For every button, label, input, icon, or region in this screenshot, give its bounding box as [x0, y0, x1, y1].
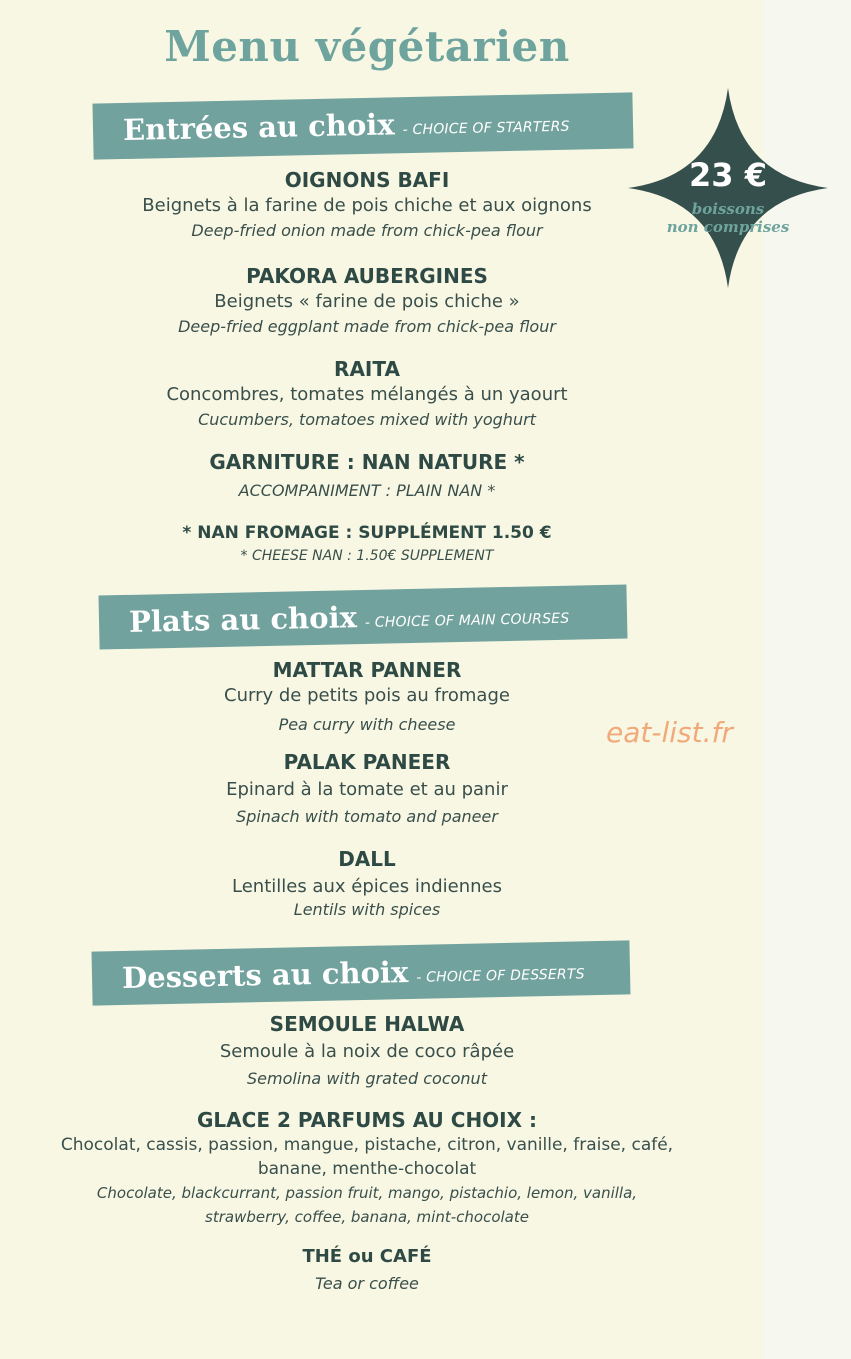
menu-title: Menu végétarien	[164, 22, 570, 71]
item-description-en: * CHEESE NAN : 1.50€ SUPPLEMENT	[240, 548, 494, 564]
starter-item-5	[0, 520, 734, 566]
item-description-en: Deep-fried eggplant made from chick-pea flour	[178, 317, 556, 336]
item-name: * NAN FROMAGE : SUPPLÉMENT 1.50 €	[182, 523, 552, 543]
starter-item-2	[0, 263, 734, 339]
mains-banner	[98, 584, 627, 649]
item-description-en: Lentils with spices	[293, 900, 441, 919]
price-note-line2: non comprises	[666, 218, 790, 236]
dessert-item-3	[0, 1244, 734, 1296]
starter-item-3	[0, 356, 734, 432]
watermark-text: eat-list.fr	[606, 716, 733, 749]
item-description-en: Cucumbers, tomatoes mixed with yoghurt	[198, 410, 536, 429]
mains-subtitle: - CHOICE OF MAIN COURSES	[364, 610, 570, 631]
item-name: RAITA	[334, 357, 400, 381]
item-description-en: Pea curry with cheese	[278, 715, 456, 734]
item-description-fr: Epinard à la tomate et au panir	[226, 779, 508, 800]
item-name: PALAK PANEER	[283, 750, 451, 774]
item-description-en-line1: Chocolate, blackcurrant, passion fruit, mango, pistachio, lemon, vanilla,	[96, 1184, 638, 1202]
starters-subtitle: - CHOICE OF STARTERS	[402, 118, 570, 139]
item-description-en: Spinach with tomato and paneer	[236, 807, 498, 826]
item-description-fr: Beignets à la farine de pois chiche et aux oignons	[142, 195, 592, 216]
item-description-fr: Beignets « farine de pois chiche »	[214, 291, 520, 312]
item-description-fr-line1: Chocolat, cassis, passion, mangue, pistache, citron, vanille, fraise, café,	[60, 1135, 674, 1155]
price-amount: 23 €	[689, 156, 767, 194]
item-description-en: ACCOMPANIMENT : PLAIN NAN *	[238, 481, 496, 500]
item-description-fr-line2: banane, menthe-chocolat	[257, 1159, 477, 1179]
item-name: MATTAR PANNER	[272, 658, 462, 682]
item-description-fr: Concombres, tomates mélangés à un yaourt	[166, 384, 568, 405]
item-description-fr: Curry de petits pois au fromage	[224, 685, 510, 706]
item-name: OIGNONS BAFI	[284, 168, 450, 192]
item-name: THÉ ou CAFÉ	[302, 1246, 432, 1267]
item-description-en: Tea or coffee	[315, 1274, 419, 1293]
item-description-en-line2: strawberry, coffee, banana, mint-chocolate	[205, 1208, 529, 1226]
starters-title: Entrées au choix	[122, 107, 395, 148]
item-name: SEMOULE HALWA	[269, 1012, 465, 1036]
dessert-item-1	[0, 1011, 734, 1091]
starter-item-1	[0, 167, 734, 243]
main-item-3	[0, 846, 734, 920]
dessert-item-2	[0, 1107, 734, 1229]
desserts-subtitle: - CHOICE OF DESSERTS	[416, 966, 585, 986]
main-item-2	[0, 749, 734, 829]
starters-banner	[92, 92, 633, 159]
item-name: PAKORA AUBERGINES	[246, 264, 488, 288]
item-name: GLACE 2 PARFUMS AU CHOIX :	[197, 1108, 537, 1132]
item-name: GARNITURE : NAN NATURE *	[209, 450, 525, 474]
item-description-en: Semolina with grated coconut	[247, 1069, 487, 1088]
desserts-title: Desserts au choix	[121, 955, 409, 996]
desserts-banner	[91, 940, 630, 1005]
item-description-fr: Semoule à la noix de coco râpée	[219, 1041, 515, 1062]
item-description-en: Deep-fried onion made from chick-pea flour	[191, 221, 543, 240]
item-name: DALL	[338, 847, 396, 871]
mains-title: Plats au choix	[128, 600, 358, 639]
item-description-fr: Lentilles aux épices indiennes	[232, 876, 502, 897]
price-note-line1: boissons	[691, 200, 765, 218]
starter-item-4	[0, 449, 734, 503]
